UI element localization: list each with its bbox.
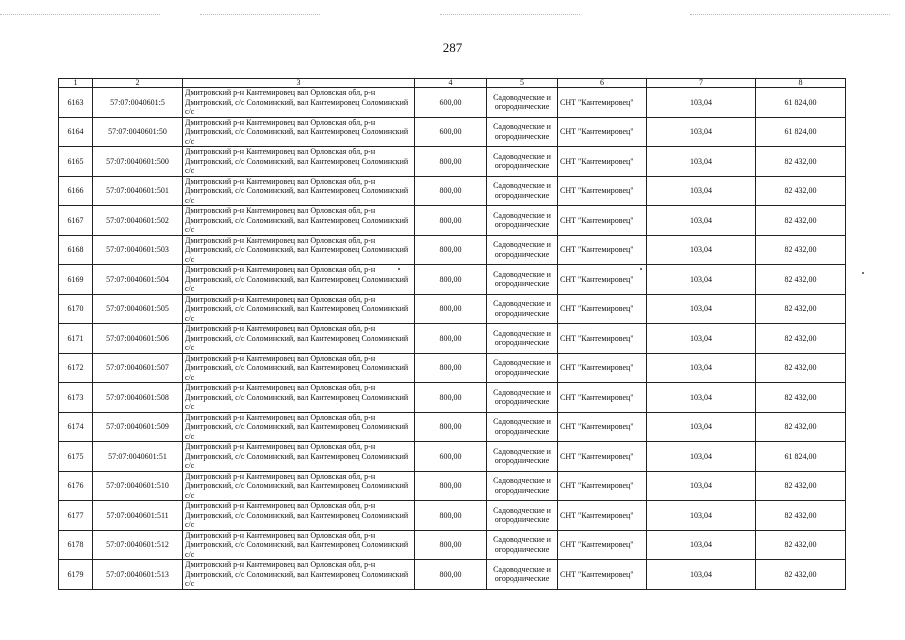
plot-address: Дмитровский р-н Кантемировец вал Орловская обл, р-н Дмитровский, с/с Соломинский, вал Кантемировец Соломинский с/с	[183, 442, 415, 472]
row-number: 6174	[59, 412, 93, 442]
plot-address: Дмитровский р-н Кантемировец вал Орловская обл, р-н Дмитровский, с/с Соломинский, вал Кантемировец Соломинский с/с	[183, 560, 415, 590]
plot-area: 800,00	[415, 265, 487, 295]
row-number: 6166	[59, 176, 93, 206]
plot-address: Дмитровский р-н Кантемировец вал Орловская обл, р-н Дмитровский, с/с Соломинский, вал Кантемировец Соломинский с/с	[183, 176, 415, 206]
column-number: 2	[93, 79, 183, 88]
cadastral-number: 57:07:0040601:501	[93, 176, 183, 206]
snt-name: СНТ "Кантемировец"	[558, 383, 647, 413]
cadastral-rate: 103,04	[647, 560, 756, 590]
snt-name: СНТ "Кантемировец"	[558, 265, 647, 295]
cadastral-value: 61 824,00	[756, 442, 846, 472]
cadastral-rate: 103,04	[647, 324, 756, 354]
snt-name: СНТ "Кантемировец"	[558, 88, 647, 118]
plot-area: 800,00	[415, 176, 487, 206]
cadastral-value: 82 432,00	[756, 560, 846, 590]
column-number: 3	[183, 79, 415, 88]
cadastral-value: 82 432,00	[756, 324, 846, 354]
row-number: 6176	[59, 471, 93, 501]
permitted-use: Садоводческие и огороднические	[487, 324, 558, 354]
cadastral-number: 57:07:0040601:50	[93, 117, 183, 147]
snt-name: СНТ "Кантемировец"	[558, 560, 647, 590]
plot-address: Дмитровский р-н Кантемировец вал Орловская обл, р-н Дмитровский, с/с Соломинский, вал Кантемировец Соломинский с/с	[183, 88, 415, 118]
permitted-use: Садоводческие и огороднические	[487, 383, 558, 413]
scan-artifact	[440, 14, 580, 16]
scan-speck	[640, 268, 642, 270]
cadastral-number: 57:07:0040601:510	[93, 471, 183, 501]
cadastral-value: 82 432,00	[756, 147, 846, 177]
row-number: 6172	[59, 353, 93, 383]
scan-speck	[862, 272, 864, 274]
row-number: 6178	[59, 530, 93, 560]
snt-name: СНТ "Кантемировец"	[558, 294, 647, 324]
cadastral-value: 82 432,00	[756, 383, 846, 413]
permitted-use: Садоводческие и огороднические	[487, 88, 558, 118]
row-number: 6170	[59, 294, 93, 324]
cadastral-value: 82 432,00	[756, 353, 846, 383]
permitted-use: Садоводческие и огороднические	[487, 501, 558, 531]
plot-address: Дмитровский р-н Кантемировец вал Орловская обл, р-н Дмитровский, с/с Соломинский, вал Кантемировец Соломинский с/с	[183, 294, 415, 324]
cadastral-rate: 103,04	[647, 265, 756, 295]
plot-area: 600,00	[415, 117, 487, 147]
column-number-row	[59, 79, 846, 88]
cadastral-number: 57:07:0040601:504	[93, 265, 183, 295]
column-number: 7	[647, 79, 756, 88]
plot-address: Дмитровский р-н Кантемировец вал Орловская обл, р-н Дмитровский, с/с Соломинский, вал Кантемировец Соломинский с/с	[183, 412, 415, 442]
cadastral-value: 61 824,00	[756, 117, 846, 147]
permitted-use: Садоводческие и огороднические	[487, 206, 558, 236]
cadastral-number: 57:07:0040601:51	[93, 442, 183, 472]
table-row	[59, 117, 846, 147]
plot-address: Дмитровский р-н Кантемировец вал Орловская обл, р-н Дмитровский, с/с Соломинский, вал Кантемировец Соломинский с/с	[183, 530, 415, 560]
cadastral-rate: 103,04	[647, 471, 756, 501]
cadastral-number: 57:07:0040601:507	[93, 353, 183, 383]
column-number: 8	[756, 79, 846, 88]
plot-address: Дмитровский р-н Кантемировец вал Орловская обл, р-н Дмитровский, с/с Соломинский, вал Кантемировец Соломинский с/с	[183, 206, 415, 236]
cadastral-value: 82 432,00	[756, 530, 846, 560]
cadastral-rate: 103,04	[647, 383, 756, 413]
row-number: 6173	[59, 383, 93, 413]
cadastral-number: 57:07:0040601:512	[93, 530, 183, 560]
cadastral-value: 82 432,00	[756, 235, 846, 265]
table-row	[59, 383, 846, 413]
table-row	[59, 88, 846, 118]
cadastral-number: 57:07:0040601:5	[93, 88, 183, 118]
cadastral-rate: 103,04	[647, 412, 756, 442]
row-number: 6168	[59, 235, 93, 265]
land-plot-register-table	[58, 78, 846, 590]
row-number: 6163	[59, 88, 93, 118]
cadastral-number: 57:07:0040601:505	[93, 294, 183, 324]
plot-area: 800,00	[415, 412, 487, 442]
row-number: 6169	[59, 265, 93, 295]
cadastral-rate: 103,04	[647, 501, 756, 531]
table-row	[59, 501, 846, 531]
table-row	[59, 265, 846, 295]
cadastral-number: 57:07:0040601:508	[93, 383, 183, 413]
cadastral-value: 82 432,00	[756, 294, 846, 324]
plot-address: Дмитровский р-н Кантемировец вал Орловская обл, р-н Дмитровский, с/с Соломинский, вал Кантемировец Соломинский с/с	[183, 501, 415, 531]
permitted-use: Садоводческие и огороднические	[487, 294, 558, 324]
row-number: 6165	[59, 147, 93, 177]
cadastral-rate: 103,04	[647, 442, 756, 472]
snt-name: СНТ "Кантемировец"	[558, 501, 647, 531]
snt-name: СНТ "Кантемировец"	[558, 206, 647, 236]
cadastral-number: 57:07:0040601:511	[93, 501, 183, 531]
permitted-use: Садоводческие и огороднические	[487, 412, 558, 442]
table-row	[59, 206, 846, 236]
permitted-use: Садоводческие и огороднические	[487, 147, 558, 177]
plot-area: 800,00	[415, 206, 487, 236]
plot-address: Дмитровский р-н Кантемировец вал Орловская обл, р-н Дмитровский, с/с Соломинский, вал Кантемировец Соломинский с/с	[183, 117, 415, 147]
snt-name: СНТ "Кантемировец"	[558, 324, 647, 354]
cadastral-rate: 103,04	[647, 147, 756, 177]
plot-address: Дмитровский р-н Кантемировец вал Орловская обл, р-н Дмитровский, с/с Соломинский, вал Кантемировец Соломинский с/с	[183, 324, 415, 354]
snt-name: СНТ "Кантемировец"	[558, 235, 647, 265]
table-row	[59, 412, 846, 442]
table-row	[59, 442, 846, 472]
cadastral-number: 57:07:0040601:503	[93, 235, 183, 265]
cadastral-rate: 103,04	[647, 88, 756, 118]
table-row	[59, 147, 846, 177]
row-number: 6171	[59, 324, 93, 354]
plot-area: 800,00	[415, 530, 487, 560]
permitted-use: Садоводческие и огороднические	[487, 265, 558, 295]
plot-area: 600,00	[415, 442, 487, 472]
cadastral-value: 82 432,00	[756, 206, 846, 236]
scan-artifact	[0, 14, 160, 16]
plot-address: Дмитровский р-н Кантемировец вал Орловская обл, р-н Дмитровский, с/с Соломинский, вал Кантемировец Соломинский с/с	[183, 383, 415, 413]
scan-speck	[398, 268, 400, 270]
table-row	[59, 530, 846, 560]
plot-area: 800,00	[415, 560, 487, 590]
permitted-use: Садоводческие и огороднические	[487, 471, 558, 501]
cadastral-rate: 103,04	[647, 235, 756, 265]
cadastral-rate: 103,04	[647, 206, 756, 236]
table-row	[59, 324, 846, 354]
plot-address: Дмитровский р-н Кантемировец вал Орловская обл, р-н Дмитровский, с/с Соломинский, вал Кантемировец Соломинский с/с	[183, 265, 415, 295]
snt-name: СНТ "Кантемировец"	[558, 117, 647, 147]
page-number: 287	[442, 40, 463, 55]
cadastral-number: 57:07:0040601:506	[93, 324, 183, 354]
cadastral-rate: 103,04	[647, 176, 756, 206]
permitted-use: Садоводческие и огороднические	[487, 560, 558, 590]
snt-name: СНТ "Кантемировец"	[558, 530, 647, 560]
cadastral-rate: 103,04	[647, 117, 756, 147]
plot-area: 800,00	[415, 383, 487, 413]
table-row	[59, 471, 846, 501]
column-number: 5	[487, 79, 558, 88]
cadastral-value: 61 824,00	[756, 88, 846, 118]
cadastral-number: 57:07:0040601:502	[93, 206, 183, 236]
permitted-use: Садоводческие и огороднические	[487, 235, 558, 265]
snt-name: СНТ "Кантемировец"	[558, 471, 647, 501]
row-number: 6164	[59, 117, 93, 147]
scan-artifact	[200, 14, 320, 16]
plot-area: 800,00	[415, 147, 487, 177]
column-number: 4	[415, 79, 487, 88]
plot-area: 600,00	[415, 88, 487, 118]
plot-area: 800,00	[415, 501, 487, 531]
plot-address: Дмитровский р-н Кантемировец вал Орловская обл, р-н Дмитровский, с/с Соломинский, вал Кантемировец Соломинский с/с	[183, 147, 415, 177]
plot-area: 800,00	[415, 324, 487, 354]
column-number: 6	[558, 79, 647, 88]
table-row	[59, 235, 846, 265]
cadastral-value: 82 432,00	[756, 501, 846, 531]
permitted-use: Садоводческие и огороднические	[487, 117, 558, 147]
permitted-use: Садоводческие и огороднические	[487, 530, 558, 560]
cadastral-rate: 103,04	[647, 353, 756, 383]
permitted-use: Садоводческие и огороднические	[487, 176, 558, 206]
snt-name: СНТ "Кантемировец"	[558, 176, 647, 206]
table-row	[59, 176, 846, 206]
snt-name: СНТ "Кантемировец"	[558, 442, 647, 472]
row-number: 6177	[59, 501, 93, 531]
scan-artifact	[690, 14, 890, 16]
cadastral-number: 57:07:0040601:500	[93, 147, 183, 177]
cadastral-rate: 103,04	[647, 294, 756, 324]
table-row	[59, 353, 846, 383]
table-row	[59, 294, 846, 324]
plot-area: 800,00	[415, 353, 487, 383]
plot-address: Дмитровский р-н Кантемировец вал Орловская обл, р-н Дмитровский, с/с Соломинский, вал Кантемировец Соломинский с/с	[183, 235, 415, 265]
cadastral-value: 82 432,00	[756, 471, 846, 501]
plot-address: Дмитровский р-н Кантемировец вал Орловская обл, р-н Дмитровский, с/с Соломинский, вал Кантемировец Соломинский с/с	[183, 353, 415, 383]
permitted-use: Садоводческие и огороднические	[487, 353, 558, 383]
permitted-use: Садоводческие и огороднические	[487, 442, 558, 472]
snt-name: СНТ "Кантемировец"	[558, 353, 647, 383]
column-number: 1	[59, 79, 93, 88]
cadastral-number: 57:07:0040601:509	[93, 412, 183, 442]
cadastral-number: 57:07:0040601:513	[93, 560, 183, 590]
plot-address: Дмитровский р-н Кантемировец вал Орловская обл, р-н Дмитровский, с/с Соломинский, вал Кантемировец Соломинский с/с	[183, 471, 415, 501]
plot-area: 800,00	[415, 235, 487, 265]
table-row	[59, 560, 846, 590]
row-number: 6179	[59, 560, 93, 590]
row-number: 6167	[59, 206, 93, 236]
cadastral-value: 82 432,00	[756, 176, 846, 206]
plot-area: 800,00	[415, 471, 487, 501]
snt-name: СНТ "Кантемировец"	[558, 412, 647, 442]
cadastral-rate: 103,04	[647, 530, 756, 560]
plot-area: 800,00	[415, 294, 487, 324]
snt-name: СНТ "Кантемировец"	[558, 147, 647, 177]
row-number: 6175	[59, 442, 93, 472]
cadastral-value: 82 432,00	[756, 265, 846, 295]
cadastral-value: 82 432,00	[756, 412, 846, 442]
